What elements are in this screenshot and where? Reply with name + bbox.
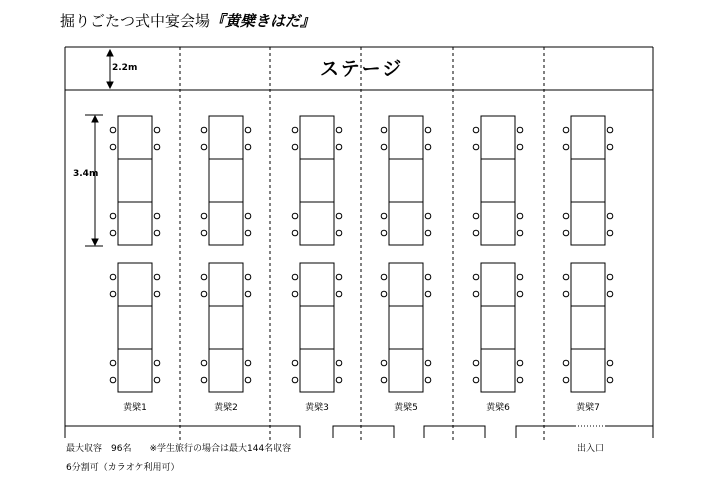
- entrance-label: 出入口: [577, 444, 605, 454]
- seat-cushion: [425, 274, 431, 280]
- seat-cushion: [381, 144, 387, 150]
- stage-label: ステージ: [320, 58, 404, 80]
- stage-depth-label: 2.2m: [112, 63, 138, 73]
- seat-cushion: [425, 213, 431, 219]
- seat-cushion: [154, 127, 160, 133]
- seat-cushion: [201, 377, 207, 383]
- sunken-table: [110, 263, 160, 392]
- seat-cushion: [154, 144, 160, 150]
- seat-cushion: [110, 144, 116, 150]
- seat-cushion: [563, 377, 569, 383]
- seat-cushion: [292, 230, 298, 236]
- seat-cushion: [381, 213, 387, 219]
- seat-cushion: [517, 144, 523, 150]
- seat-cushion: [245, 291, 251, 297]
- seat-cushion: [245, 377, 251, 383]
- seat-cushion: [201, 274, 207, 280]
- seat-cushion: [201, 213, 207, 219]
- seat-cushion: [154, 377, 160, 383]
- seat-cushion: [563, 144, 569, 150]
- seat-cushion: [607, 144, 613, 150]
- seat-cushion: [245, 127, 251, 133]
- table-label: 黄檗1: [123, 403, 147, 413]
- seat-cushion: [517, 274, 523, 280]
- seat-cushion: [381, 291, 387, 297]
- sunken-table: [381, 263, 431, 392]
- seat-cushion: [336, 377, 342, 383]
- seat-cushion: [473, 291, 479, 297]
- seat-cushion: [110, 291, 116, 297]
- seat-cushion: [425, 127, 431, 133]
- table-label: 黄檗2: [214, 403, 238, 413]
- table-length-label: 3.4m: [73, 169, 99, 179]
- seat-cushion: [336, 230, 342, 236]
- venue-name: 『黄檗きはだ』: [210, 12, 316, 30]
- seat-cushion: [473, 377, 479, 383]
- seat-cushion: [563, 127, 569, 133]
- seat-cushion: [425, 230, 431, 236]
- seat-cushion: [517, 213, 523, 219]
- seat-cushion: [473, 274, 479, 280]
- sunken-table: [473, 263, 523, 392]
- seat-cushion: [425, 144, 431, 150]
- seat-cushion: [110, 230, 116, 236]
- seat-cushion: [607, 377, 613, 383]
- seat-cushion: [563, 213, 569, 219]
- seat-cushion: [201, 127, 207, 133]
- seat-cushion: [154, 213, 160, 219]
- table-group: [473, 116, 523, 392]
- seat-cushion: [245, 230, 251, 236]
- table-group: [110, 116, 160, 392]
- table-label: 黄檗3: [305, 403, 329, 413]
- seat-cushion: [292, 360, 298, 366]
- seat-cushion: [292, 274, 298, 280]
- seat-cushion: [381, 274, 387, 280]
- seat-cushion: [110, 360, 116, 366]
- title-prefix: 掘りごたつ式中宴会場: [60, 12, 211, 30]
- seat-cushion: [517, 377, 523, 383]
- seat-cushion: [563, 274, 569, 280]
- sunken-table: [563, 116, 613, 245]
- table-label: 黄檗7: [576, 403, 600, 413]
- sunken-table: [292, 116, 342, 245]
- seat-cushion: [245, 360, 251, 366]
- table-group: [201, 116, 251, 392]
- seat-cushion: [607, 230, 613, 236]
- seat-cushion: [517, 230, 523, 236]
- seat-cushion: [245, 213, 251, 219]
- seat-cushion: [336, 127, 342, 133]
- seat-cushion: [425, 377, 431, 383]
- seat-cushion: [563, 230, 569, 236]
- table-label: 黄檗6: [486, 403, 510, 413]
- table-group: [292, 116, 342, 392]
- capacity-note: 最大収容 96名 ※学生旅行の場合は最大144名収容: [66, 444, 292, 454]
- seat-cushion: [381, 230, 387, 236]
- sunken-table: [110, 116, 160, 245]
- seat-cushion: [607, 213, 613, 219]
- seat-cushion: [473, 360, 479, 366]
- seat-cushion: [154, 274, 160, 280]
- room-walls: [65, 47, 653, 426]
- seat-cushion: [154, 360, 160, 366]
- seat-cushion: [292, 377, 298, 383]
- seat-cushion: [110, 213, 116, 219]
- seat-cushion: [336, 291, 342, 297]
- seat-cushion: [201, 291, 207, 297]
- seat-cushion: [517, 291, 523, 297]
- sunken-table: [381, 116, 431, 245]
- sunken-table: [473, 116, 523, 245]
- sunken-table: [563, 263, 613, 392]
- seat-cushion: [336, 274, 342, 280]
- table-group: [563, 116, 613, 392]
- sunken-table: [201, 263, 251, 392]
- sunken-table: [201, 116, 251, 245]
- seat-cushion: [245, 274, 251, 280]
- seat-cushion: [473, 144, 479, 150]
- seat-cushion: [336, 213, 342, 219]
- partition-note: 6分割可（カラオケ利用可）: [66, 463, 180, 473]
- table-label: 黄檗5: [394, 403, 418, 413]
- seat-cushion: [110, 274, 116, 280]
- seat-cushion: [336, 360, 342, 366]
- seat-cushion: [201, 230, 207, 236]
- seat-cushion: [607, 127, 613, 133]
- seat-cushion: [292, 127, 298, 133]
- seat-cushion: [381, 127, 387, 133]
- seat-cushion: [154, 230, 160, 236]
- seat-cushion: [425, 291, 431, 297]
- seat-cushion: [201, 144, 207, 150]
- seat-cushion: [292, 291, 298, 297]
- seat-cushion: [292, 213, 298, 219]
- seat-cushion: [336, 144, 342, 150]
- sunken-table: [292, 263, 342, 392]
- seat-cushion: [154, 291, 160, 297]
- seat-cushion: [473, 230, 479, 236]
- bottom-wall: [65, 426, 653, 438]
- seat-cushion: [292, 144, 298, 150]
- seat-cushion: [473, 127, 479, 133]
- seat-cushion: [607, 274, 613, 280]
- table-length-dimension: [85, 115, 103, 246]
- seat-cushion: [245, 144, 251, 150]
- seat-cushion: [201, 360, 207, 366]
- seat-cushion: [425, 360, 431, 366]
- table-group: [381, 116, 431, 392]
- seat-cushion: [381, 360, 387, 366]
- seat-cushion: [607, 360, 613, 366]
- seat-cushion: [110, 377, 116, 383]
- seat-cushion: [381, 377, 387, 383]
- seat-cushion: [563, 360, 569, 366]
- seat-cushion: [563, 291, 569, 297]
- seat-cushion: [110, 127, 116, 133]
- seat-cushion: [517, 127, 523, 133]
- seat-cushion: [473, 213, 479, 219]
- seat-cushion: [607, 291, 613, 297]
- seat-cushion: [517, 360, 523, 366]
